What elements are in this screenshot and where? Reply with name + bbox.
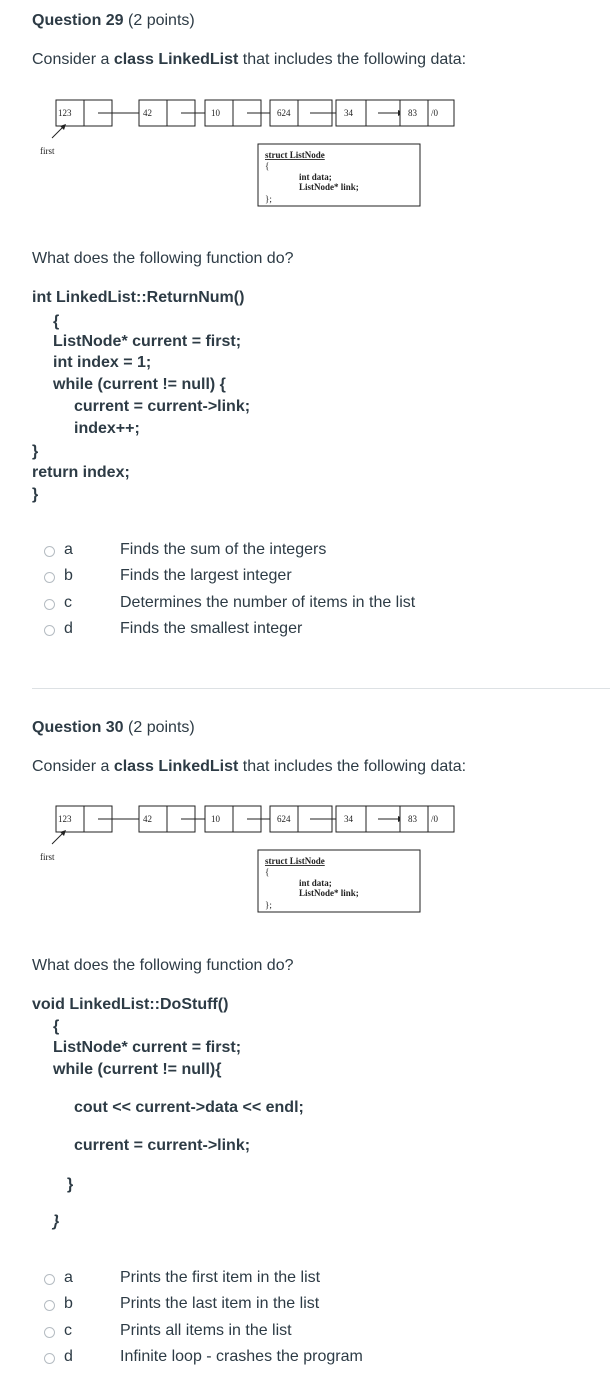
q30-answer-a-text: Prints the first item in the list	[120, 1269, 321, 1286]
q29-answer-a-letter: a	[64, 541, 73, 558]
q30-struct-line-3: int data;	[299, 878, 332, 888]
q30-code-line-4: while (current != null){	[53, 1061, 222, 1078]
q29-radio-c[interactable]	[44, 599, 55, 610]
q30-first-arrow	[52, 833, 63, 844]
q29-node-2-value: 42	[143, 108, 152, 118]
q30-struct-line-4: ListNode* link;	[299, 888, 359, 898]
q30-struct-line-5: };	[265, 900, 272, 910]
q29-node-5-value: 34	[344, 108, 353, 118]
q29-title-text: Question 29	[32, 12, 124, 29]
q29-code-line-5: while (current != null) {	[53, 376, 226, 393]
q30-answer-d-text: Infinite loop - crashes the program	[120, 1348, 363, 1365]
q29-null-marker: /0	[431, 108, 439, 118]
q29-radio-d[interactable]	[44, 625, 55, 636]
q30-node-6-value: 83	[408, 814, 417, 824]
q29-prompt	[32, 51, 466, 69]
q30-radio-c[interactable]	[44, 1327, 55, 1338]
q30-code-line-8: }	[53, 1213, 60, 1230]
q29-code-line-10: }	[32, 486, 39, 503]
q29-answer-c[interactable]	[44, 594, 584, 616]
q30-struct-line-2: {	[265, 867, 270, 877]
q29-answer-d-letter: d	[64, 620, 73, 637]
q30-node-2-value: 42	[143, 814, 152, 824]
q30-first-label: first	[40, 852, 55, 862]
q29-answer-c-text: Determines the number of items in the list	[120, 594, 416, 611]
q30-answer-c-text: Prints all items in the list	[120, 1322, 292, 1339]
q30-struct-line-1: struct ListNode	[265, 856, 325, 866]
q29-node-1-value: 123	[58, 108, 72, 118]
q30-null-marker: /0	[431, 814, 439, 824]
q30-radio-b[interactable]	[44, 1300, 55, 1311]
q29-answer-c-letter: c	[64, 594, 72, 611]
q30-node-1-value: 123	[58, 814, 72, 824]
q30-radio-a[interactable]	[44, 1274, 55, 1285]
q29-answer-b[interactable]	[44, 567, 584, 589]
q30-code-line-1: void LinkedList::DoStuff()	[32, 996, 229, 1013]
q29-code-line-8: }	[32, 443, 39, 460]
q30-title-text: Question 30	[32, 719, 124, 736]
q29-first-label: first	[40, 146, 55, 156]
q29-struct-line-5: };	[265, 194, 272, 204]
q30-node-4-value: 624	[277, 814, 291, 824]
q29-code-line-1: int LinkedList::ReturnNum()	[32, 289, 245, 306]
q29-answer-b-letter: b	[64, 567, 73, 584]
q30-code-line-5: cout << current->data << endl;	[74, 1099, 304, 1116]
q29-answer-a-text: Finds the sum of the integers	[120, 541, 327, 558]
q30-question: What does the following function do?	[32, 957, 294, 974]
q29-prompt-bold: class LinkedList	[113, 51, 239, 68]
q29-struct-line-3: int data;	[299, 172, 332, 182]
q29-points: (2 points)	[128, 12, 195, 29]
q30-node-3-value: 10	[211, 814, 220, 824]
q30-answer-c[interactable]	[44, 1322, 584, 1344]
q30-answer-b-letter: b	[64, 1295, 73, 1312]
q29-struct-line-1: struct ListNode	[265, 150, 325, 160]
q29-answer-b-text: Finds the largest integer	[120, 567, 292, 584]
q30-answer-c-letter: c	[64, 1322, 72, 1339]
q30-answer-a[interactable]	[44, 1269, 584, 1291]
q30-answer-d[interactable]	[44, 1348, 584, 1370]
q30-code-line-6: current = current->link;	[74, 1137, 251, 1154]
q30-code-line-7: }	[67, 1176, 74, 1193]
q29-node-4-value: 624	[277, 108, 291, 118]
q29-title	[32, 12, 195, 30]
q30-code-line-2: {	[53, 1018, 60, 1035]
q30-prompt-pre: Consider a	[32, 758, 114, 775]
q29-code-line-7: index++;	[74, 420, 140, 437]
q29-node-6-value: 83	[408, 108, 417, 118]
q29-prompt-post: that includes the following data:	[238, 51, 467, 68]
q30-radio-d[interactable]	[44, 1353, 55, 1364]
q29-code-line-3: ListNode* current = first;	[53, 333, 242, 350]
q29-linked-list-diagram	[0, 90, 610, 220]
q30-linked-list-diagram	[0, 796, 610, 926]
q30-points: (2 points)	[128, 719, 195, 736]
q30-prompt-bold: class LinkedList	[113, 758, 239, 775]
q29-prompt-pre: Consider a	[32, 51, 114, 68]
q29-answer-a[interactable]	[44, 541, 584, 563]
q29-code-line-9: return index;	[32, 464, 130, 481]
q29-radio-a[interactable]	[44, 546, 55, 557]
q29-node-3-value: 10	[211, 108, 220, 118]
q30-answer-a-letter: a	[64, 1269, 73, 1286]
question-divider	[32, 688, 610, 689]
q29-code-line-6: current = current->link;	[74, 398, 251, 415]
q29-code-line-2: {	[53, 313, 60, 330]
q30-prompt	[32, 758, 466, 776]
q29-radio-b[interactable]	[44, 572, 55, 583]
q30-prompt-post: that includes the following data:	[238, 758, 467, 775]
q29-struct-line-2: {	[265, 161, 270, 171]
q30-title	[32, 719, 195, 737]
q29-code-line-4: int index = 1;	[53, 354, 152, 371]
q30-answer-b[interactable]	[44, 1295, 584, 1317]
q29-question: What does the following function do?	[32, 250, 294, 267]
q29-struct-line-4: ListNode* link;	[299, 182, 359, 192]
q30-answer-b-text: Prints the last item in the list	[120, 1295, 320, 1312]
q30-node-5-value: 34	[344, 814, 353, 824]
q30-code-line-3: ListNode* current = first;	[53, 1039, 242, 1056]
q29-answer-d[interactable]	[44, 620, 584, 642]
q29-first-arrow	[52, 127, 63, 138]
q30-answer-d-letter: d	[64, 1348, 73, 1365]
q29-answer-d-text: Finds the smallest integer	[120, 620, 303, 637]
